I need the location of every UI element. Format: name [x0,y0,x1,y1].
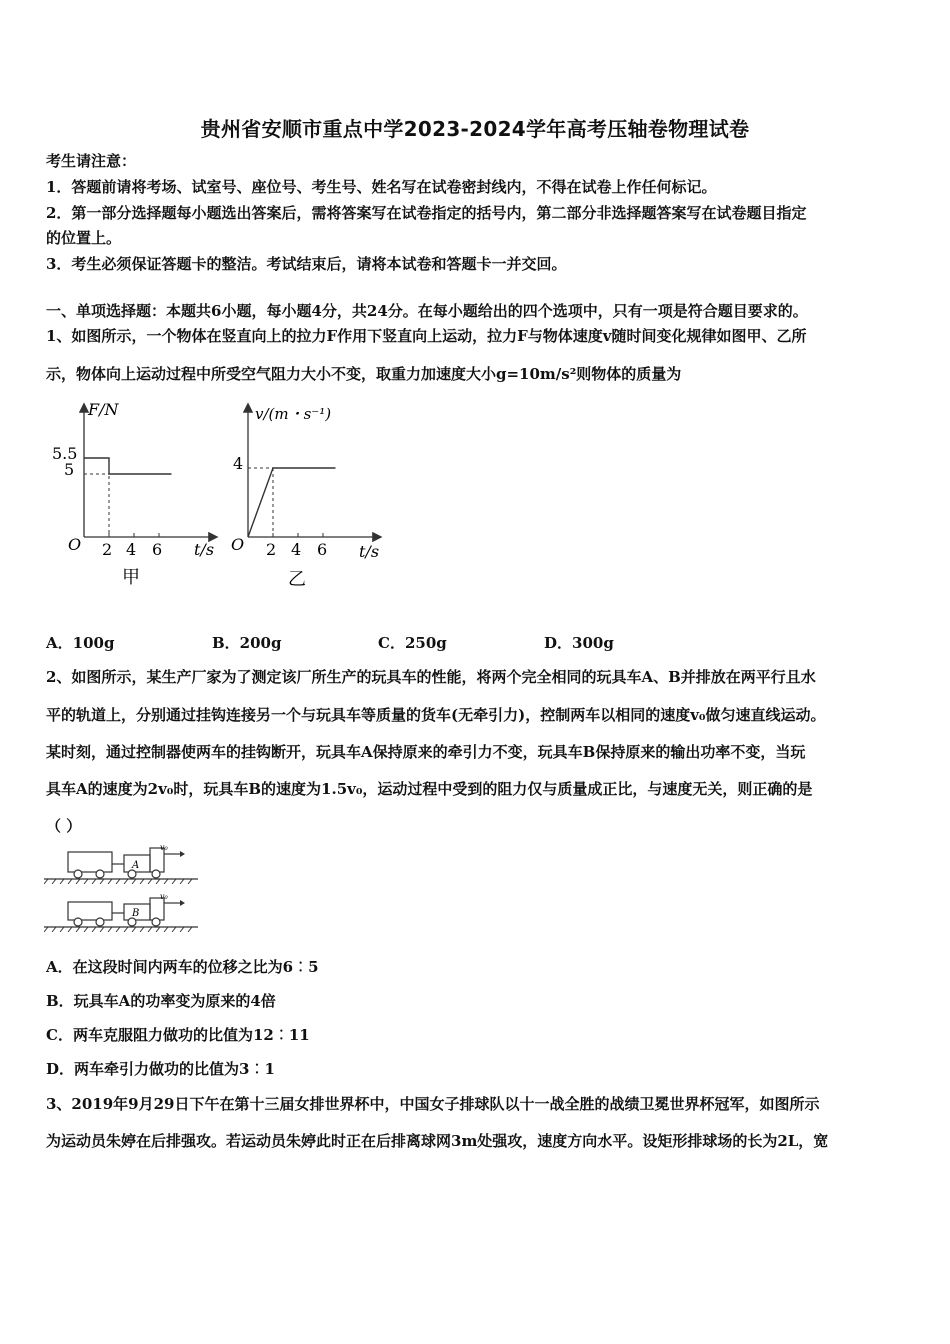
question-2-line-2: 平的轨道上，分别通过挂钩连接另一个与玩具车等质量的货车(无牵引力)，控制两车以相同的速度v₀做匀速直线运动。 [46,706,826,724]
notice-item-3: 3．考生必须保证答题卡的整洁。考试结束后，请将本试卷和答题卡一并交回。 [46,255,567,273]
chart-yi [225,395,400,595]
x-axis-label: t/s [194,540,215,559]
x-tick-label: 2 [102,540,113,559]
notice-item-1: 1．答题前请将考场、试室号、座位号、考生号、姓名写在试卷密封线内，不得在试卷上作任何标记。 [46,178,717,196]
chart-jia [50,395,225,595]
x-tick-label: 2 [266,540,277,559]
option-b[interactable]: B．200g [212,634,282,652]
question-3-line-1: 3、2019年9月29日下午在第十三届女排世界杯中，中国女子排球队以十一战全胜的战绩卫冕世界杯冠军，如图所示 [46,1095,820,1113]
x-tick-label: 4 [291,540,302,559]
series-line [248,468,336,537]
x-tick-label: 4 [126,540,137,559]
question-2-line-3: 某时刻，通过控制器使两车的挂钩断开，玩具车A保持原来的牵引力不变，玩具车B保持原来的输出功率不变，当玩 [46,743,806,761]
y-axis-label: F/N [88,400,119,419]
question-1-line-2: 示，物体向上运动过程中所受空气阻力大小不变，取重力加速度大小g=10m/s²则物体的质量为 [46,365,682,383]
question-2-option-c[interactable]: C．两车克服阻力做功的比值为12︰11 [46,1026,310,1044]
series-line [84,458,172,474]
notice-item-2-cont: 的位置上。 [46,229,122,247]
question-2-line-1: 2、如图所示，某生产厂家为了测定该厂所生产的玩具车的性能，将两个完全相同的玩具车A、B并排放在两平行且水 [46,668,816,686]
velocity-label: v₀ [160,843,168,852]
car-b-label: B [132,908,140,919]
question-2-answer-bracket: （ ） [46,817,82,835]
question-2-option-b[interactable]: B．玩具车A的功率变为原来的4倍 [46,992,276,1010]
car-a-label: A [132,860,140,871]
origin-label: O [231,535,245,554]
x-tick-label: 6 [152,540,163,559]
question-2-option-a[interactable]: A．在这段时间内两车的位移之比为6︰5 [46,958,319,976]
question-1-options [46,632,664,653]
chart-caption: 乙 [288,569,306,590]
track-a [44,843,198,884]
notice-item-2: 2．第一部分选择题每小题选出答案后，需将答案写在试卷指定的括号内，第二部分非选择题答案写在试卷题目指定 [46,204,807,222]
chart-caption: 甲 [122,567,140,588]
x-axis-label: t/s [359,542,380,561]
y-tick-label: 5.5 [52,444,78,463]
velocity-label: v₀ [160,892,168,901]
y-tick-label: 4 [233,454,244,473]
y-tick-label: 5 [64,460,75,479]
question-3-line-2: 为运动员朱婷在后排强攻。若运动员朱婷此时正在后排离球网3m处强攻，速度方向水平。设矩形排球场的长为2L，宽 [46,1132,829,1150]
option-c[interactable]: C．250g [378,634,447,652]
question-2-line-4: 具车A的速度为2v₀时，玩具车B的速度为1.5v₀，运动过程中受到的阻力仅与质量成正比，与速度无关，则正确的是 [46,780,813,798]
exam-title: 贵州省安顺市重点中学2023-2024学年高考压轴卷物理试卷 [200,117,750,141]
origin-label: O [68,535,82,554]
track-b [44,892,198,932]
x-tick-label: 6 [317,540,328,559]
option-d[interactable]: D．300g [544,634,614,652]
section-heading: 一、单项选择题：本题共6小题，每小题4分，共24分。在每小题给出的四个选项中，只有一项是符合题目要求的。 [46,302,808,320]
question-1-line-1: 1、如图所示，一个物体在竖直向上的拉力F作用下竖直向上运动，拉力F与物体速度v随时间变化规律如图甲、乙所 [46,327,807,345]
question-2-option-d[interactable]: D．两车牵引力做功的比值为3︰1 [46,1060,275,1078]
y-axis-label: v/(m・s⁻¹) [255,405,332,423]
option-a[interactable]: A．100g [46,634,115,652]
toy-car-figure [44,842,204,934]
notice-heading: 考生请注意： [46,152,137,170]
